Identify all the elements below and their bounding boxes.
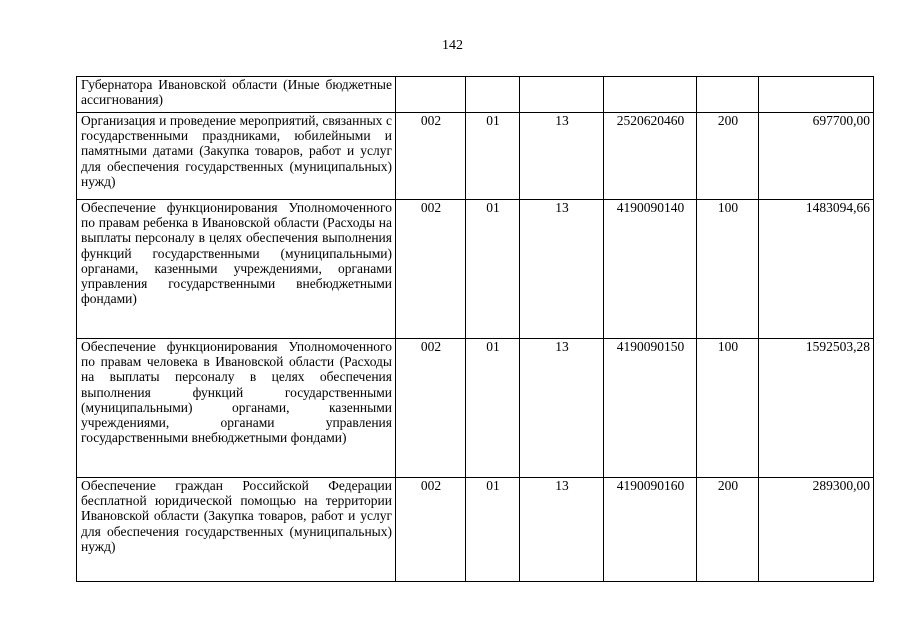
target-article-code: 4190090160 — [604, 478, 697, 582]
expense-type-code: 100 — [697, 339, 759, 478]
amount — [759, 77, 874, 113]
section-code: 01 — [466, 200, 520, 339]
amount: 1592503,28 — [759, 339, 874, 478]
row-description: Обеспечение граждан Российской Федерации бесплатной юридической помощью на территории Ивановской области (Закупка товаров, работ и услуг для обеспечения государственных (муниципальных) нужд) — [77, 478, 396, 582]
target-article-code: 2520620460 — [604, 113, 697, 200]
amount: 289300,00 — [759, 478, 874, 582]
subsection-code: 13 — [520, 200, 604, 339]
row-description: Организация и проведение мероприятий, связанных с государственными праздниками, юбилейными и памятными датами (Закупка товаров, работ и услуг для обеспечения государственных (муниципальных) нужд) — [77, 113, 396, 200]
table-row — [77, 339, 874, 478]
page-number: 142 — [442, 38, 463, 53]
row-description: Обеспечение функционирования Уполномоченного по правам ребенка в Ивановской области (Расходы на выплаты персоналу в целях обеспечения выполнения функций государственными (муниципальными) органами, казенными учреждениями, органами управления государственными внебюджетными фондами) — [77, 200, 396, 339]
amount: 697700,00 — [759, 113, 874, 200]
budget-table — [76, 76, 874, 582]
ministry-code: 002 — [396, 113, 466, 200]
subsection-code: 13 — [520, 113, 604, 200]
table-row — [77, 478, 874, 582]
ministry-code: 002 — [396, 200, 466, 339]
subsection-code: 13 — [520, 478, 604, 582]
section-code — [466, 77, 520, 113]
row-description: Обеспечение функционирования Уполномоченного по правам человека в Ивановской области (Расходы на выплаты персоналу в целях обеспечения выполнения функций государственными (муниципальными) органами, казенными учреждениями, органами управления государственными внебюджетными фондами) — [77, 339, 396, 478]
section-code: 01 — [466, 478, 520, 582]
subsection-code — [520, 77, 604, 113]
expense-type-code: 200 — [697, 478, 759, 582]
ministry-code: 002 — [396, 339, 466, 478]
ministry-code: 002 — [396, 478, 466, 582]
expense-type-code: 100 — [697, 200, 759, 339]
table-row — [77, 200, 874, 339]
section-code: 01 — [466, 113, 520, 200]
amount: 1483094,66 — [759, 200, 874, 339]
table-row — [77, 77, 874, 113]
expense-type-code: 200 — [697, 113, 759, 200]
subsection-code: 13 — [520, 339, 604, 478]
row-description: Губернатора Ивановской области (Иные бюджетные ассигнования) — [77, 77, 396, 113]
target-article-code: 4190090150 — [604, 339, 697, 478]
ministry-code — [396, 77, 466, 113]
target-article-code: 4190090140 — [604, 200, 697, 339]
section-code: 01 — [466, 339, 520, 478]
target-article-code — [604, 77, 697, 113]
expense-type-code — [697, 77, 759, 113]
table-row — [77, 113, 874, 200]
